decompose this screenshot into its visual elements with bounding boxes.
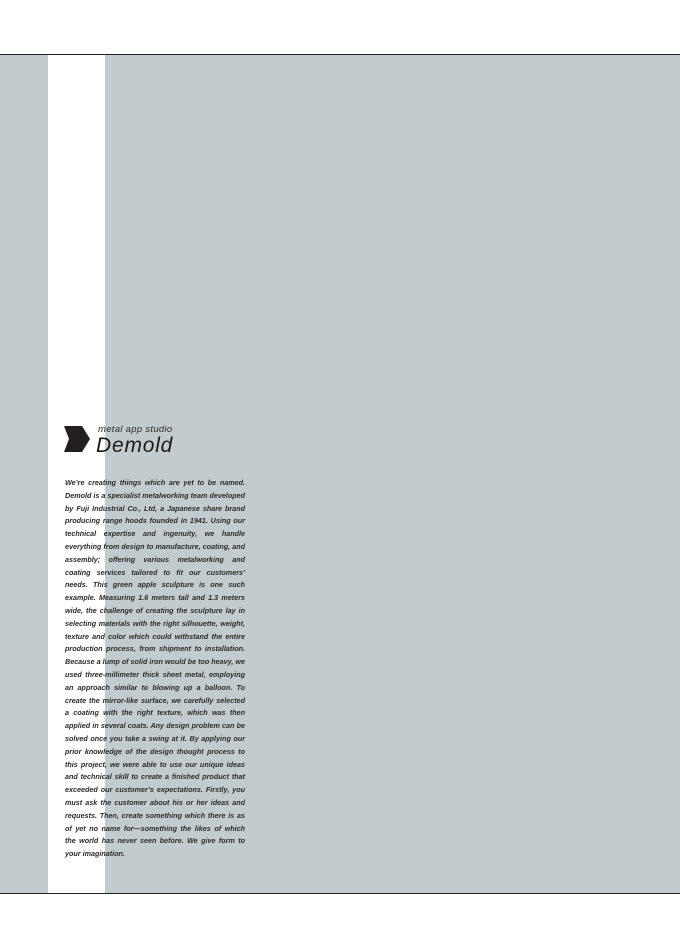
brand-tagline: metal app studio (98, 424, 173, 435)
page-panel (0, 54, 680, 894)
ribbon-chevron-icon (64, 426, 91, 452)
brand-name: Demold (96, 434, 174, 457)
body-copy: We’re creating things which are yet to be named. Demold is a specialist metalworking team developed by Fuji Industrial Co., Ltd, a Japanese share brand producing range hoods founded in 1941. Using our technical expertise and ingenuity, we handle everything from design to manufacture, coating, and assembly; offering various metalworking and coating services tailored to fit our customers’ needs. This green apple sculpture is one such example. Measuring 1.6 meters tall and 1.3 meters wide, the challenge of creating the sculpture lay in selecting materials with the right silhouette, weight, texture and color which could withstand the entire production process, from shipment to installation. Because a lump of solid iron would be too heavy, we used three-millimeter thick sheet metal, employing an approach similar to blowing up a balloon. To create the mirror-like surface, we carefully selected a coating with the right texture, which was then applied in several coats. Any design problem can be solved once you take a swing at it. By applying our prior knowledge of the design thought process to this project, we were able to use our unique ideas and technical skill to create a finished product that exceeded our customer’s expectations. Firstly, you must ask the customer about his or her ideas and requests. Then, create something which there is as of yet no name for—something the likes of which the world has never seen before. We give form to your imagination. (65, 478, 245, 859)
